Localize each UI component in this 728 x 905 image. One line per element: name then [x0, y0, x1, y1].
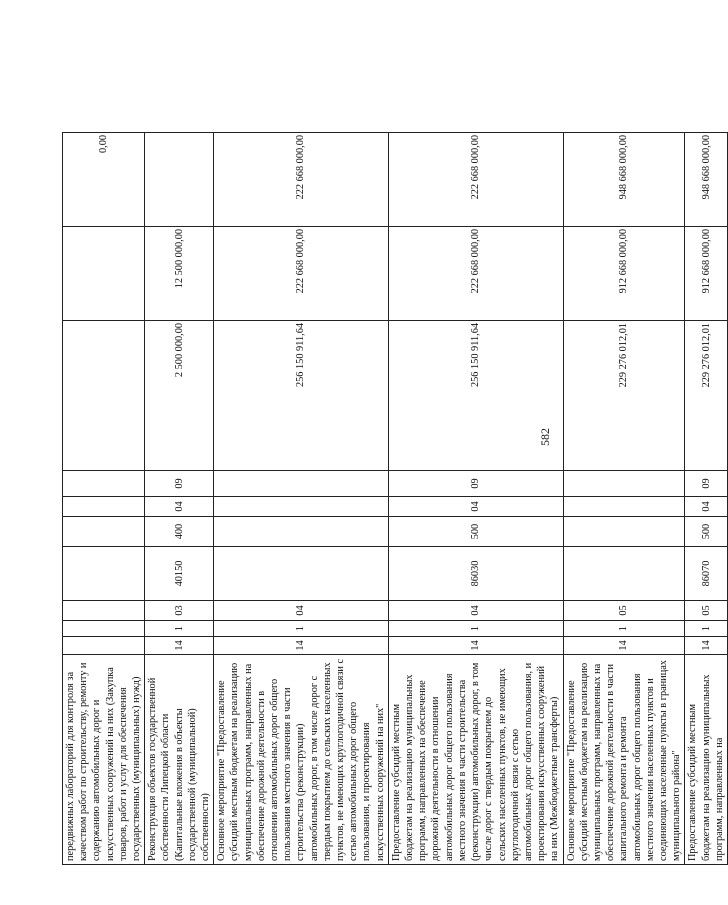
code-cell — [563, 517, 685, 547]
value-cell: 256 150 911,64 — [388, 321, 563, 471]
code-cell: 1 — [685, 621, 728, 637]
value-cell: 222 668 000,00 — [214, 133, 389, 227]
value-cell: 222 668 000,00 — [388, 133, 563, 227]
code-cell: 03 — [145, 601, 214, 621]
code-cell: 09 — [388, 471, 563, 497]
table-row — [388, 37, 563, 865]
code-cell — [63, 497, 145, 517]
table-row — [63, 37, 145, 865]
code-cell — [63, 601, 145, 621]
code-cell: 14 — [388, 637, 563, 655]
value-cell — [63, 321, 145, 471]
rotated-table-container — [62, 37, 725, 865]
value-cell: 912 668 000,00 — [685, 227, 728, 321]
code-cell: 1 — [214, 621, 389, 637]
value-cell: 948 668 000,00 — [563, 133, 685, 227]
row-name: Предоставление субсидий местным бюджетам на реализацию муниципальных программ, направленных на обеспечение дорожной деятельности в отношении автомобильных дорог общего пользования местного значения в части строительства (реконструкции) автомобильных дорог, в том числе дорог с твердым покрытием до сельских населенных пунктов, не имеющих круглогодичной связи с сетью автомобильных дорог общего пользования, и проектирования искусственных сооружений на них (Межбюджетные трансферты) — [388, 655, 563, 865]
table-row — [685, 37, 728, 865]
table-row — [214, 37, 389, 865]
value-cell: 12 500 000,00 — [145, 227, 214, 321]
code-cell: 1 — [388, 621, 563, 637]
row-name: Основное мероприятие "Предоставление субсидий местным бюджетам на реализацию муниципальных программ, направленных на обеспечение дорожной деятельности в отношении автомобильных дорог общего пользования местного значения в части строительства (реконструкции) автомобильных дорог, в том числе дорог с твердым покрытием до сельских населенных пунктов, не имеющих круглогодичной связи с сетью автомобильных дорог общего пользования, и проектирования искусственных сооружений на них" — [214, 655, 389, 865]
code-cell — [63, 547, 145, 601]
code-cell: 14 — [214, 637, 389, 655]
code-cell: 40150 — [145, 547, 214, 601]
code-cell — [214, 497, 389, 517]
code-cell — [214, 471, 389, 497]
code-cell: 500 — [685, 517, 728, 547]
code-cell — [214, 547, 389, 601]
value-cell: 256 150 911,64 — [214, 321, 389, 471]
code-cell: 09 — [145, 471, 214, 497]
code-cell: 14 — [685, 637, 728, 655]
row-name: передвижных лабораторий для контроля за качеством работ по строительству, ремонту и содержанию автомобильных дорог и искусственных сооружений на них (Закупка товаров, работ и услуг для обеспечения государственных (муниципальных) нужд) — [63, 655, 145, 865]
code-cell — [63, 471, 145, 497]
page-number: 582 — [538, 428, 552, 446]
code-cell: 14 — [563, 637, 685, 655]
table-row — [563, 37, 685, 865]
code-cell — [214, 517, 389, 547]
code-cell: 05 — [685, 601, 728, 621]
code-cell: 14 — [145, 637, 214, 655]
row-name: Предоставление субсидий местным бюджетам на реализацию муниципальных программ, направленных на — [685, 655, 728, 865]
code-cell: 400 — [145, 517, 214, 547]
value-cell: 229 276 012,01 — [563, 321, 685, 471]
code-cell — [563, 471, 685, 497]
budget-table — [62, 36, 728, 865]
code-cell: 86030 — [388, 547, 563, 601]
code-cell — [63, 637, 145, 655]
code-cell — [563, 497, 685, 517]
code-cell — [63, 621, 145, 637]
code-cell: 05 — [563, 601, 685, 621]
code-cell — [563, 547, 685, 601]
table-row — [145, 37, 214, 865]
code-cell: 04 — [214, 601, 389, 621]
value-cell: 222 668 000,00 — [214, 227, 389, 321]
value-cell: 229 276 012,01 — [685, 321, 728, 471]
code-cell: 04 — [388, 497, 563, 517]
code-cell: 1 — [563, 621, 685, 637]
code-cell: 09 — [685, 471, 728, 497]
code-cell: 04 — [145, 497, 214, 517]
value-cell: 2 500 000,00 — [145, 321, 214, 471]
value-cell — [63, 227, 145, 321]
code-cell: 04 — [685, 497, 728, 517]
code-cell: 86070 — [685, 547, 728, 601]
value-cell: 948 668 000,00 — [685, 133, 728, 227]
value-cell: 912 668 000,00 — [563, 227, 685, 321]
value-cell — [145, 133, 214, 227]
row-name: Реконструкция объектов государственной собственности Липецкой области (Капитальные вложения в объекты государственной (муниципальной) собственности) — [145, 655, 214, 865]
value-cell: 0,00 — [63, 133, 145, 227]
code-cell: 04 — [388, 601, 563, 621]
code-cell: 500 — [388, 517, 563, 547]
value-cell: 222 668 000,00 — [388, 227, 563, 321]
code-cell — [63, 517, 145, 547]
row-name: Основное мероприятие "Предоставление субсидий местным бюджетам на реализацию муниципальных программ, направленных на обеспечение дорожной деятельности в части капитального ремонта и ремонта автомобильных дорог общего пользования местного значения населенных пунктов и соединяющих населенные пункты в границах муниципального района" — [563, 655, 685, 865]
code-cell: 1 — [145, 621, 214, 637]
